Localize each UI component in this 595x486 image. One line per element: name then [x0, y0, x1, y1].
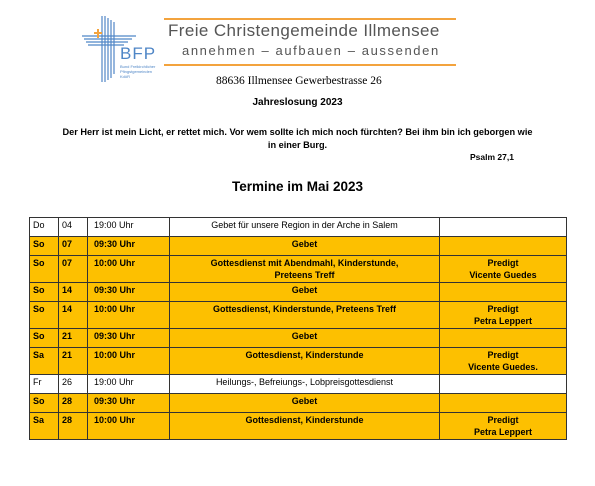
schedule-date: 28 [59, 394, 88, 413]
schedule-preacher: Predigt Vicente Guedes [440, 256, 567, 283]
schedule-day: So [30, 329, 59, 348]
schedule-title: Termine im Mai 2023 [231, 179, 364, 194]
schedule-row [30, 329, 567, 348]
schedule-preacher [440, 283, 567, 302]
schedule-event: Gottesdienst, Kinderstunde [170, 413, 440, 440]
schedule-day: So [30, 237, 59, 256]
schedule-row [30, 218, 567, 237]
church-address: 88636 Illmensee Gewerbestrasse 26 [216, 75, 382, 87]
schedule-event: Gebet [170, 329, 440, 348]
schedule-time: 19:00 Uhr [88, 218, 170, 237]
schedule-preacher [440, 394, 567, 413]
schedule-event: Gottesdienst, Kinderstunde [170, 348, 440, 375]
schedule-event: Heilungs-, Befreiungs-, Lobpreisgottesdienst [170, 375, 440, 394]
schedule-time: 09:30 Uhr [88, 283, 170, 302]
schedule-event: Gottesdienst, Kinderstunde, Preteens Treff [170, 302, 440, 329]
schedule-day: So [30, 302, 59, 329]
schedule-preacher [440, 218, 567, 237]
header-rule-bottom [164, 64, 456, 66]
schedule-date: 07 [59, 237, 88, 256]
schedule-event: Gebet [170, 394, 440, 413]
schedule-day: So [30, 283, 59, 302]
schedule-event: Gebet [170, 237, 440, 256]
schedule-preacher: Predigt Vicente Guedes. [440, 348, 567, 375]
schedule-preacher [440, 375, 567, 394]
schedule-date: 28 [59, 413, 88, 440]
schedule-row [30, 283, 567, 302]
schedule-day: Do [30, 218, 59, 237]
church-name: Freie Christengemeinde Illmensee [168, 21, 440, 40]
schedule-preacher: Predigt Petra Leppert [440, 302, 567, 329]
schedule-day: So [30, 256, 59, 283]
jahreslosung-verse: Der Herr ist mein Licht, er rettet mich. Vor wem sollte ich mich noch fürchten? Bei ihm bin ich geborgen wie in einer Burg. [62, 127, 533, 150]
schedule-time: 10:00 Uhr [88, 348, 170, 375]
church-motto: annehmen – aufbauen – aussenden [182, 43, 440, 58]
schedule-event: Gottesdienst mit Abendmahl, Kinderstunde, Preteens Treff [170, 256, 440, 283]
schedule-date: 07 [59, 256, 88, 283]
schedule-day: Sa [30, 413, 59, 440]
schedule-date: 04 [59, 218, 88, 237]
schedule-preacher [440, 329, 567, 348]
schedule-row [30, 394, 567, 413]
schedule-row [30, 413, 567, 440]
schedule-date: 21 [59, 348, 88, 375]
schedule-time: 10:00 Uhr [88, 413, 170, 440]
schedule-row [30, 256, 567, 283]
jahreslosung-title: Jahreslosung 2023 [252, 97, 343, 108]
schedule-event: Gebet [170, 283, 440, 302]
schedule-event: Gebet für unsere Region in der Arche in Salem [170, 218, 440, 237]
schedule-date: 26 [59, 375, 88, 394]
logo-subtext: Bund Freikirchlicher Pfingstgemeinden KdöR [120, 64, 156, 79]
schedule-preacher: Predigt Petra Leppert [440, 413, 567, 440]
schedule-row [30, 302, 567, 329]
schedule-day: Sa [30, 348, 59, 375]
schedule-row [30, 348, 567, 375]
schedule-preacher [440, 237, 567, 256]
schedule-time: 09:30 Uhr [88, 237, 170, 256]
schedule-date: 21 [59, 329, 88, 348]
schedule-day: Fr [30, 375, 59, 394]
schedule-row [30, 375, 567, 394]
schedule-day: So [30, 394, 59, 413]
jahreslosung-reference: Psalm 27,1 [470, 152, 514, 162]
logo-text: BFP [120, 44, 157, 63]
schedule-table [29, 217, 567, 440]
schedule-time: 19:00 Uhr [88, 375, 170, 394]
schedule-date: 14 [59, 302, 88, 329]
schedule-row [30, 237, 567, 256]
schedule-time: 09:30 Uhr [88, 394, 170, 413]
schedule-time: 10:00 Uhr [88, 256, 170, 283]
schedule-date: 14 [59, 283, 88, 302]
schedule-time: 09:30 Uhr [88, 329, 170, 348]
schedule-time: 10:00 Uhr [88, 302, 170, 329]
header-rule-top [164, 18, 456, 20]
